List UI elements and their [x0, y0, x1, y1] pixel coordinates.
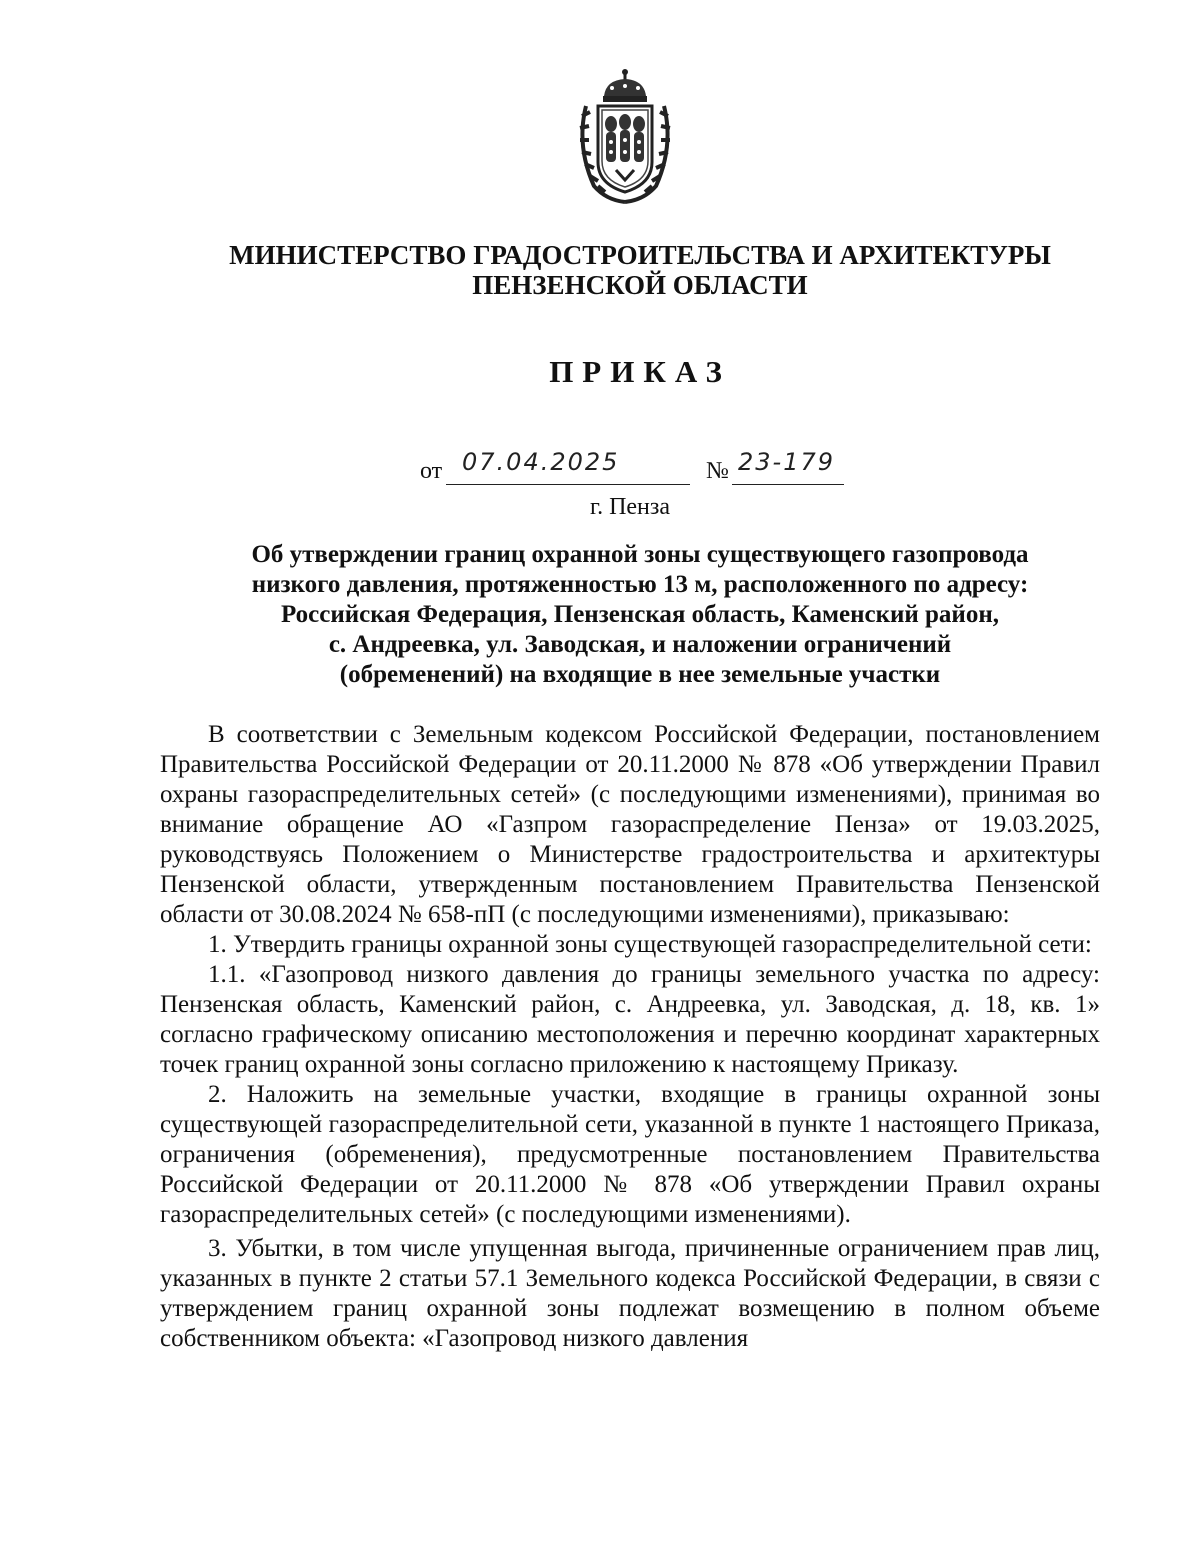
item-2-paragraph: 2. Наложить на земельные участки, входящие в границы охранной зоны существующей газораспределительной сети, указанной в пункте 1 настоящего Приказа, ограничения (обременения), предусмотренные постановлением Правительства Российской Федерации от 20.11.2000 № 878 «Об утверждении Правил охраны газораспределительных сетей» (с последующими изменениями).	[160, 1081, 1100, 1228]
item-1-1-paragraph: 1.1. «Газопровод низкого давления до границы земельного участка по адресу: Пензенская область, Каменский район, с. Андреевка, ул. Заводская, д. 18, кв. 1» согласно графическому описанию местоположения и перечню координат характерных точек границ охранной зоны согласно приложению к настоящему Приказу.	[160, 961, 1100, 1078]
date-underline	[446, 484, 690, 485]
ministry-line-2: ПЕНЗЕНСКОЙ ОБЛАСТИ	[472, 270, 808, 300]
subject-line-5: (обременений) на входящие в нее земельные участки	[339, 661, 941, 688]
item-3-paragraph: 3. Убытки, в том числе упущенная выгода, причиненные ограничением прав лиц, указанных в пункте 2 статьи 57.1 Земельного кодекса Российской Федерации, в связи с утверждением границ охранной зоны подлежат возмещению в полном объеме собственником объекта: «Газопровод низкого давления	[160, 1235, 1100, 1352]
number-prefix: №	[706, 458, 729, 484]
subject-line-2: низкого давления, протяженностью 13 м, расположенного по адресу:	[251, 571, 1029, 598]
order-meta-line	[420, 448, 880, 488]
ministry-line-1: МИНИСТЕРСТВО ГРАДОСТРОИТЕЛЬСТВА И АРХИТЕКТУРЫ	[229, 240, 1051, 270]
city-line: г. Пенза	[589, 494, 671, 520]
order-body	[160, 720, 1100, 1354]
order-title: ПРИКАЗ	[549, 354, 731, 389]
date-prefix: от	[420, 458, 443, 484]
order-number: 23-179	[738, 448, 836, 476]
penza-coat-of-arms-icon	[576, 66, 674, 204]
subject-line-1: Об утверждении границ охранной зоны существующего газопровода	[251, 541, 1029, 568]
order-subject	[210, 540, 1070, 690]
order-date: 07.04.2025	[462, 448, 620, 476]
subject-line-4: с. Андреевка, ул. Заводская, и наложении ограничений	[328, 631, 952, 658]
ministry-name	[0, 240, 1200, 300]
subject-line-3: Российская Федерация, Пензенская область, Каменский район,	[280, 601, 999, 628]
number-underline	[732, 484, 844, 485]
preamble-paragraph: В соответствии с Земельным кодексом Российской Федерации, постановлением Правительства Российской Федерации от 20.11.2000 № 878 «Об утверждении Правил охраны газораспределительных сетей» (с последующими изменениями), принимая во внимание обращение АО «Газпром газораспределение Пенза» от 19.03.2025, руководствуясь Положением о Министерстве градостроительства и архитектуры Пензенской области, утвержденным постановлением Правительства Пензенской области от 30.08.2024 № 658-пП (с последующими изменениями), приказываю:	[160, 721, 1100, 928]
item-1-paragraph: 1. Утвердить границы охранной зоны существующей газораспределительной сети:	[208, 931, 1092, 958]
